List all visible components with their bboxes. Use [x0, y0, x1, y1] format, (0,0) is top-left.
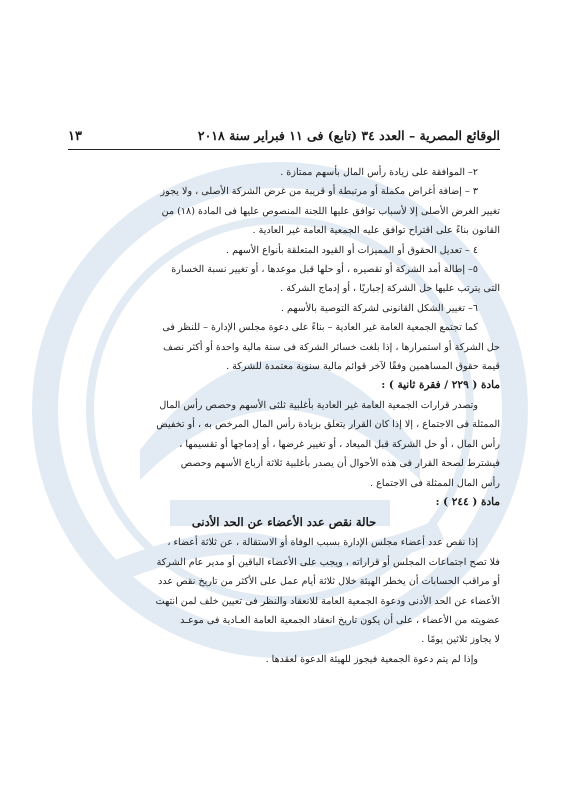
page-number: ١٣ — [68, 129, 82, 144]
item-5-line-2: التى يترتب عليها حل الشركة إجباريًا ، أو إدماج الشركة . — [280, 283, 500, 295]
paragraph-c-line-4: الأعضاء عن الحد الأدنى ودعوة الجمعية العامة للانعقاد والنظر فى تعيين خلف لمن انتهت — [155, 595, 500, 607]
item-3-line-1: ٣ – إضافة أغراض مكملة أو مرتبطة أو قريبة من غرض الشركة الأصلى ، ولا يجوز — [160, 186, 478, 198]
article-244-heading: مادة ( ٢٤٤ ) : — [435, 495, 500, 508]
paragraph-c-line-5: عضويته من الأعضاء ، على أن يكون تاريخ انعقاد الجمعية العامة العـادية فى موعـد — [180, 614, 500, 626]
page-header — [68, 128, 500, 150]
paragraph-b-line-3: رأس المال ، أو حل الشركة قبل الميعاد ، أو تغيير غرضها ، أو إدماجها أو تقسيمها ، — [179, 438, 500, 450]
paragraph-d: وإذا لم يتم دعوة الجمعية فيجوز للهيئة الدعوة لعقدها . — [265, 653, 478, 665]
paragraph-c-line-3: أو مراقب الحسابات أن يخطر الهيئة خلال ثلاثة أيام عمل على الأكثر من تاريخ نقص عدد — [158, 576, 500, 588]
paragraph-c-line-6: لا يجاوز ثلاثين يومًا . — [421, 634, 500, 646]
paragraph-b-line-2: الممثلة فى الاجتماع ، إلا إذا كان القرار يتعلق بزيادة رأس المال المرخص به ، أو تخفيض — [156, 419, 500, 431]
item-3-line-3: القانون بناءً على اقتراح توافق عليه الجمعية العامة غير العادية . — [252, 225, 500, 237]
paragraph-b-line-4: فيشترط لصحة القرار فى هذه الأحوال أن يصدر بأغلبية ثلاثة أرباع الأسهم وحصص — [180, 458, 500, 470]
article-229-heading: مادة ( ٢٢٩ / فقرة ثانية ) : — [381, 379, 500, 392]
section-title: حالة نقص عدد الأعضاء عن الحد الأدنى — [191, 515, 377, 530]
paragraph-c-line-2: فلا تصح اجتماعات المجلس أو قراراته ، ويجب على الأعضاء الباقين أو مدير عام الشركة — [156, 556, 500, 568]
page-body — [68, 163, 500, 669]
item-2: ٢– الموافقة على زيادة رأس المال بأسهم ممتازة . — [280, 167, 478, 178]
paragraph-c-line-1: إذا نقص عدد أعضاء مجلس الإدارة بسبب الوفاة أو الاستقالة ، عن ثلاثة أعضاء ، — [167, 537, 478, 549]
item-5-line-1: ٥– إطالة أمد الشركة أو تقصيره ، أو حلها قبل موعدها ، أو تغيير نسبة الخسارة — [171, 264, 478, 276]
paragraph-a-line-2: حل الشركة أو استمرارها ، إذا بلغت خسائر الشركة فى سنة مالية واحدة أو أكثر نصف — [163, 341, 500, 353]
paragraph-a-line-1: كما تجتمع الجمعية العامة غير العادية – بناءً على دعوة مجلس الإدارة – للنظر فى — [162, 322, 478, 334]
paragraph-a-line-3: قيمة حقوق المساهمين وفقًا لآخر قوائم مالية سنوية معتمدة للشركة . — [226, 361, 500, 373]
paragraph-b-line-5: رأس المال الممثلة فى الاجتماع . — [370, 477, 500, 489]
gazette-title: الوقائع المصرية – العدد ٣٤ (تابع) فى ١١ فبراير سنة ٢٠١٨ — [197, 128, 500, 143]
gazette-page — [68, 128, 500, 669]
paragraph-b-line-1: وتصدر قرارات الجمعية العامة غير العادية بأغلبية ثلثى الأسهم وحصص رأس المال — [159, 399, 478, 411]
item-3-line-2: تغيير الغرض الأصلى إلا لأسباب توافق عليها اللجنة المنصوص عليها فى المادة (١٨) من — [161, 205, 500, 217]
item-6: ٦– تغيير الشكل القانونى لشركة التوصية بالأسهم . — [280, 302, 478, 314]
item-4: ٤ – تعديل الحقوق أو المميزات أو القيود المتعلقة بأنواع الأسهم . — [225, 244, 478, 256]
